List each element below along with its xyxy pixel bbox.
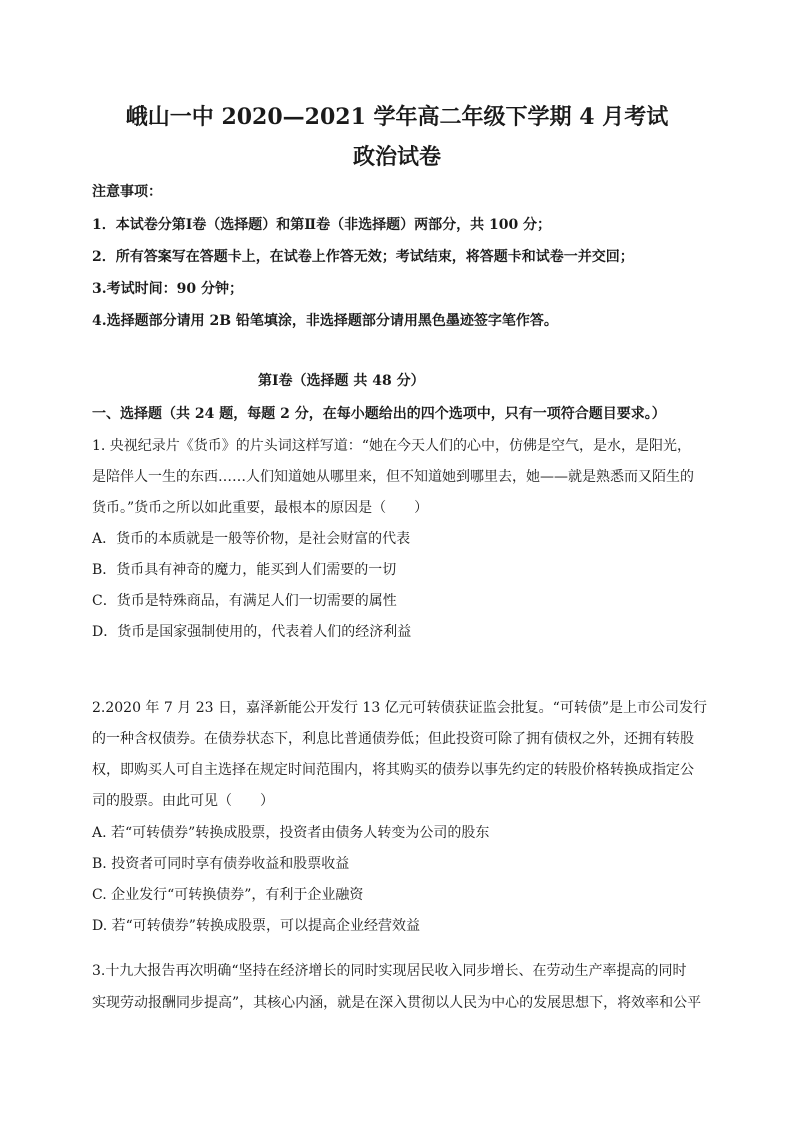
question-2-option-b: B. 投资者可同时享有债券收益和股票收益: [92, 856, 350, 872]
notice-item: 2．所有答案写在答题卡上，在试卷上作答无效；考试结束，将答题卡和试卷一并交回；: [92, 249, 634, 265]
question-1-stem: 是陪伴人一生的东西……人们知道她从哪里来，但不知道她到哪里去，她——就是熟悉而又陌生的: [92, 469, 694, 485]
question-2-option-a: A. 若“可转债券”转换成股票，投资者由债务人转变为公司的股东: [92, 825, 490, 841]
question-2-option-d: D. 若“可转债券”转换成股票，可以提高企业经营效益: [92, 918, 420, 934]
notice-item: 4.选择题部分请用 2B 铅笔填涂，非选择题部分请用黑色墨迹签字笔作答。: [92, 313, 558, 329]
section-title: 第Ⅰ卷（选择题 共 48 分）: [258, 373, 425, 389]
notice-item: 1．本试卷分第Ⅰ卷（选择题）和第Ⅱ卷（非选择题）两部分，共 100 分；: [92, 217, 552, 233]
notice-heading: 注意事项：: [92, 184, 162, 200]
question-2-option-c: C. 企业发行“可转换债券”，有利于企业融资: [92, 887, 364, 903]
notice-item: 3.考试时间：90 分钟；: [92, 281, 243, 297]
question-1-option-c: C．货币是特殊商品，有满足人们一切需要的属性: [92, 593, 397, 609]
question-2-stem: 2.2020 年 7 月 23 日，嘉泽新能公开发行 13 亿元可转债获证监会批复。“可转债”是上市公司发行: [92, 700, 707, 716]
question-3-stem: 实现劳动报酬同步提高”，其核心内涵，就是在深入贯彻以人民为中心的发展思想下，将效率和公平: [92, 995, 702, 1011]
question-1-stem: 货币。”货币之所以如此重要，最根本的原因是（ ）: [92, 500, 429, 516]
question-2-stem: 司的股票。由此可见（ ）: [92, 793, 274, 809]
section-instruction: 一、选择题（共 24 题，每题 2 分，在每小题给出的四个选项中，只有一项符合题目要求。）: [92, 406, 666, 422]
exam-subtitle: 政治试卷: [352, 144, 441, 170]
question-1-option-b: B．货币具有神奇的魔力，能买到人们需要的一切: [92, 562, 397, 578]
question-1-option-a: A．货币的本质就是一般等价物，是社会财富的代表: [92, 531, 411, 547]
question-1-stem: 1. 央视纪录片《货币》的片头词这样写道：“她在今天人们的心中，仿佛是空气，是水，是阳光，: [92, 438, 691, 454]
question-2-stem: 的一种含权债券。在债券状态下，利息比普通债券低；但此投资可除了拥有债权之外，还拥有转股: [92, 731, 694, 747]
question-2-stem: 权，即购买人可自主选择在规定时间范围内，将其购买的债券以事先约定的转股价格转换成指定公: [92, 762, 694, 778]
question-3-stem: 3.十九大报告再次明确“坚持在经济增长的同时实现居民收入同步增长、在劳动生产率提高的同时: [92, 963, 687, 979]
question-1-option-d: D．货币是国家强制使用的，代表着人们的经济利益: [92, 624, 412, 640]
exam-title: 峨山一中 2020—2021 学年高二年级下学期 4 月考试: [125, 104, 669, 130]
